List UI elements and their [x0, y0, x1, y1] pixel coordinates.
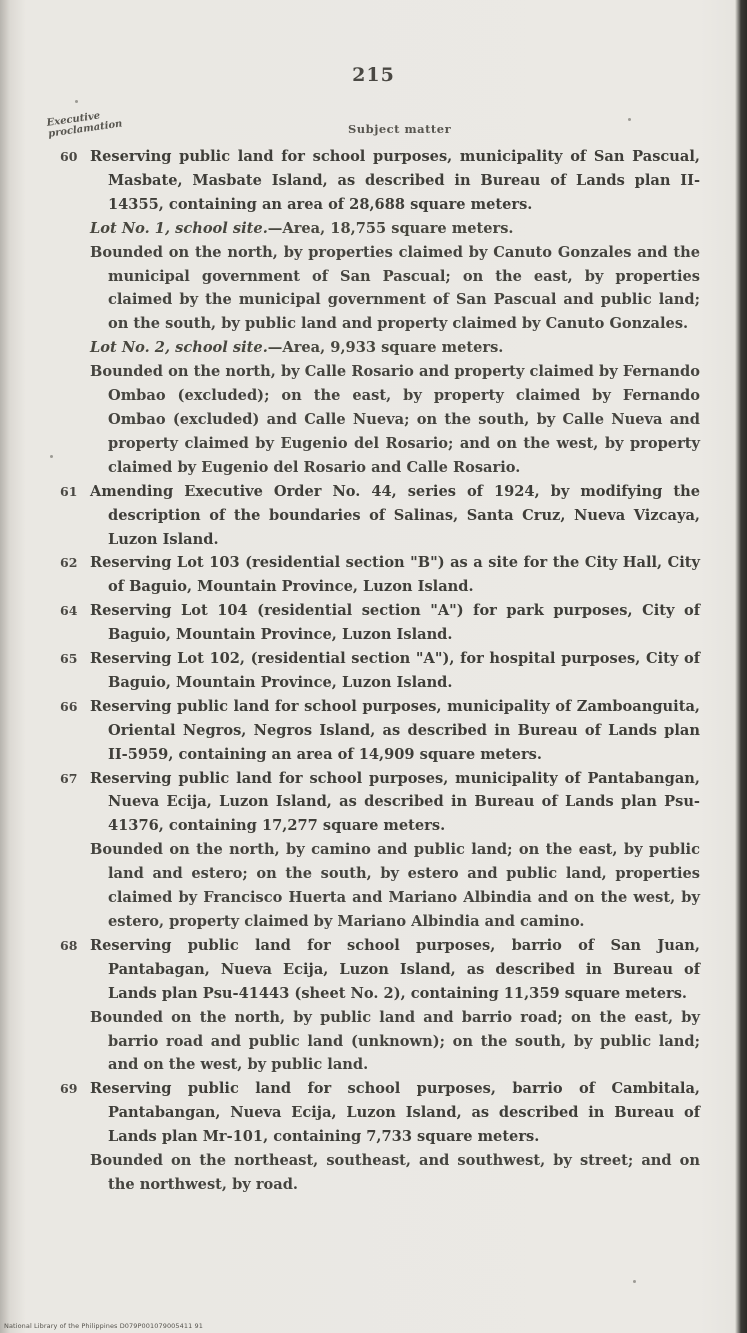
entry-text: Reserving public land for school purposes, municipality of San Pascual, Masbate, Masbate Island, as described in Bureau of Lands plan II-14355, containing an area of 28,688 square meters. [90, 148, 700, 213]
entry-number: 61 [60, 483, 78, 499]
entry-item [60, 599, 700, 647]
lot-area: —Area, 9,933 square meters. [267, 339, 504, 357]
boundary-paragraph: Bounded on the north, by camino and public land; on the east, by public land and estero; on the south, by estero and public land, properties claimed by Francisco Huerta and Mariano Albindia and on the west, by estero, property claimed by Mariano Albindia and camino. [90, 841, 700, 930]
entry-text: Reserving public land for school purposes, barrio of San Juan, Pantabagan, Nueva Ecija, Luzon Island, as described in Bureau of Lands plan Psu-41443 (sheet No. 2), containing 11,359 square meters. [90, 936, 700, 1002]
lot-line [90, 336, 700, 360]
entry-text: Reserving public land for school purposes, municipality of Zamboanguita, Oriental Negros, Negros Island, as described in Bureau of Lands plan II-5959, containing an area of 14,909 square meters. [90, 697, 700, 763]
entry-item [60, 145, 700, 480]
entry-text: Reserving public land for school purposes, barrio of Cambitala, Pantabangan, Nueva Ecija, Luzon Island, as described in Bureau of Lands plan Mr-101, containing 7,733 square meters. [90, 1080, 700, 1146]
entry-number: 60 [60, 149, 78, 164]
entry-item [60, 647, 700, 695]
entry-item [60, 480, 700, 552]
lot-label: Lot No. 2, school site. [90, 339, 268, 357]
entry-number: 68 [60, 937, 78, 953]
library-footer: National Library of the Philippines D079P001079005411 91 [4, 1322, 203, 1330]
entry-number: 69 [60, 1081, 78, 1097]
boundary-paragraph: Bounded on the northeast, southeast, and southwest, by street; and on the northwest, by road. [90, 1152, 700, 1193]
executive-proclamation-label: Executive proclamation [46, 110, 124, 140]
entry-item [60, 767, 700, 934]
entry-item [60, 551, 700, 599]
lot-area: —Area, 18,755 square meters. [267, 219, 514, 237]
entry-number: 66 [60, 698, 78, 714]
entry-item [60, 1077, 700, 1197]
entry-text: Reserving Lot 104 (residential section "A") for park purposes, City of Baguio, Mountain Province, Luzon Island. [90, 602, 700, 644]
entry-item [60, 934, 700, 1077]
entry-item [60, 695, 700, 767]
paper-speck [628, 118, 631, 121]
entry-text: Amending Executive Order No. 44, series of 1924, by modifying the description of the boundaries of Salinas, Santa Cruz, Nueva Vizcaya, Luzon Island. [90, 482, 700, 548]
entry-text: Reserving Lot 103 (residential section "B") as a site for the City Hall, City of Baguio, Mountain Province, Luzon Island. [90, 554, 700, 596]
entry-number: 62 [60, 555, 78, 571]
subject-matter-label: Subject matter [348, 122, 452, 136]
entry-text: Reserving Lot 102, (residential section "A"), for hospital purposes, City of Baguio, Mountain Province, Luzon Island. [90, 650, 700, 691]
lot-label: Lot No. 1, school site. [90, 219, 268, 237]
boundary-paragraph: Bounded on the north, by public land and barrio road; on the east, by barrio road and public land (unknown); on the south, by public land; and on the west, by public land. [90, 1008, 700, 1074]
paper-speck [633, 1280, 636, 1283]
boundary-paragraph: Bounded on the north, by Calle Rosario and property claimed by Fernando Ombao (excluded); on the east, by property claimed by Fernando Ombao (excluded) and Calle Nueva; on the south, by Calle Nueva and property claimed by Eugenio del Rosario; and on the west, by property claimed by Eugenio del Rosario and Calle Rosario. [90, 363, 700, 476]
lot-line [90, 217, 700, 241]
paper-speck [75, 100, 78, 103]
entry-number: 64 [60, 603, 78, 619]
entry-number: 65 [60, 651, 78, 667]
boundary-paragraph: Bounded on the north, by properties claimed by Canuto Gonzales and the municipal government of San Pascual; on the east, by properties claimed by the municipal government of San Pascual and public land; on the south, by public land and property claimed by Canuto Gonzales. [90, 243, 700, 333]
page-number: 215 [352, 64, 395, 86]
entries-list [60, 145, 700, 1197]
entry-number: 67 [60, 770, 78, 786]
paper-speck [50, 455, 53, 458]
entry-text: Reserving public land for school purposes, municipality of Pantabangan, Nueva Ecija, Luzon Island, as described in Bureau of Lands plan Psu-41376, containing 17,277 square meters. [90, 769, 700, 835]
